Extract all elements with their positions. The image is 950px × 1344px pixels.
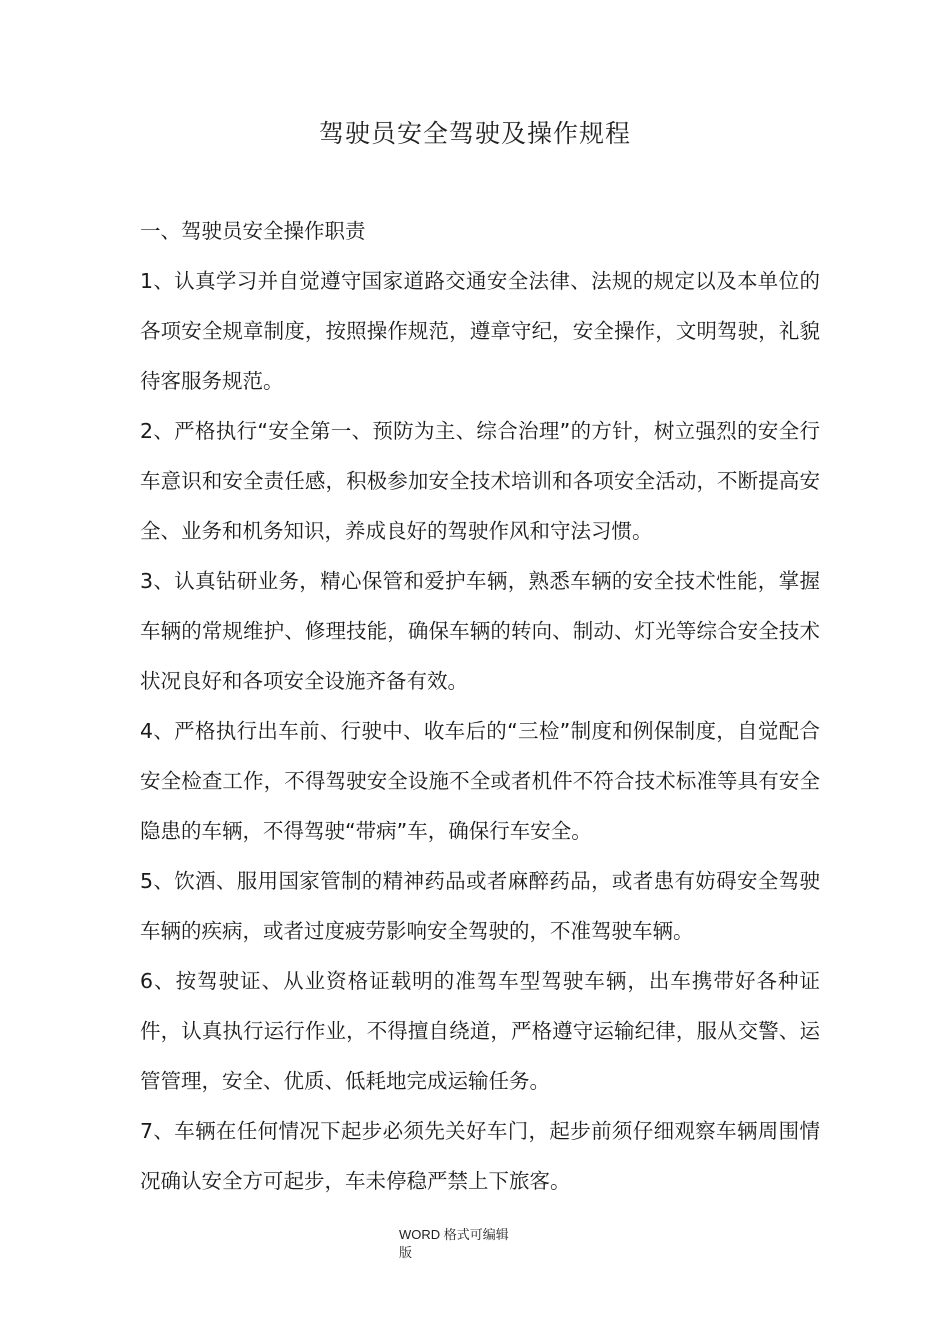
paragraph-2: 2、严格执行“安全第一、预防为主、综合治理”的方针，树立强烈的安全行车意识和安全责任感，积极参加安全技术培训和各项安全活动，不断提高安全、业务和机务知识，养成良好的驾驶作风和守法习惯。 <box>140 419 820 543</box>
document-body <box>140 206 820 1206</box>
paragraph-3: 3、认真钻研业务，精心保管和爱护车辆，熟悉车辆的安全技术性能，掌握车辆的常规维护、修理技能，确保车辆的转向、制动、灯光等综合安全技术状况良好和各项安全设施齐备有效。 <box>140 569 820 693</box>
footer-line-2: 版 <box>399 1245 413 1260</box>
document-title: 驾驶员安全驾驶及操作规程 <box>318 119 631 148</box>
section-heading: 一、驾驶员安全操作职责 <box>140 219 366 243</box>
paragraph-4: 4、严格执行出车前、行驶中、收车后的“三检”制度和例保制度，自觉配合安全检查工作，不得驾驶安全设施不全或者机件不符合技术标准等具有安全隐患的车辆，不得驾驶“带病”车，确保行车安全。 <box>140 719 820 843</box>
paragraph-5: 5、饮酒、服用国家管制的精神药品或者麻醉药品，或者患有妨碍安全驾驶车辆的疾病，或者过度疲劳影响安全驾驶的，不准驾驶车辆。 <box>140 869 820 943</box>
page-footer <box>399 1226 529 1262</box>
paragraph-6: 6、按驾驶证、从业资格证载明的准驾车型驾驶车辆，出车携带好各种证件，认真执行运行作业，不得擅自绕道，严格遵守运输纪律，服从交警、运管管理，安全、优质、低耗地完成运输任务。 <box>140 969 820 1093</box>
paragraph-1: 1、认真学习并自觉遵守国家道路交通安全法律、法规的规定以及本单位的各项安全规章制度，按照操作规范，遵章守纪，安全操作，文明驾驶，礼貌待客服务规范。 <box>140 269 820 393</box>
paragraph-7: 7、车辆在任何情况下起步必须先关好车门，起步前须仔细观察车辆周围情况确认安全方可起步，车未停稳严禁上下旅客。 <box>140 1119 820 1193</box>
footer-line-1: WORD 格式可编辑 <box>399 1227 509 1242</box>
